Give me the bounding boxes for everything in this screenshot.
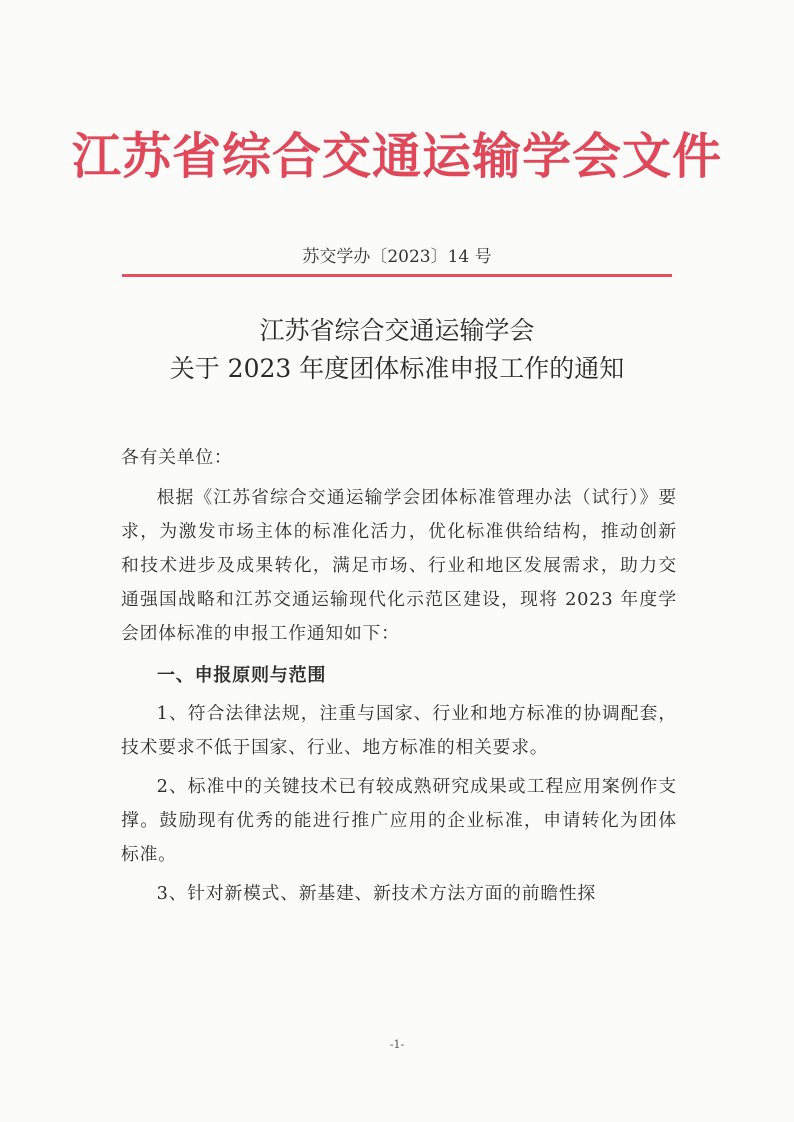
list-item: 2、标准中的关键技术已有较成熟研究成果或工程应用案例作支撑。鼓励现有优秀的能进行推广应用的企业标准，申请转化为团体标准。 xyxy=(121,776,677,865)
document-number: 苏交学办〔2023〕14 号 xyxy=(302,247,492,267)
notice-body xyxy=(121,441,677,916)
notice-title-line-2: 关于 2023 年度团体标准申报工作的通知 xyxy=(169,354,625,383)
section-heading-1: 一、申报原则与范围 xyxy=(157,665,327,686)
intro-paragraph: 根据《江苏省综合交通运输学会团体标准管理办法（试行）》要求，为激发市场主体的标准化活力，优化标准供给结构，推动创新和技术进步及成果转化，满足市场、行业和地区发展需求，助力交通强国战略和江苏交通运输现代化示范区建设，现将 2023 年度学会团体标准的申报工作通知如下： xyxy=(121,487,677,644)
salutation: 各有关单位： xyxy=(121,447,233,468)
notice-title-line-1: 江苏省综合交通运输学会 xyxy=(259,316,535,345)
list-item: 3、针对新模式、新基建、新技术方法方面的前瞻性探 xyxy=(156,883,597,904)
red-separator-line xyxy=(122,274,672,277)
page-number: -1- xyxy=(389,1038,405,1051)
notice-title xyxy=(0,312,794,388)
list-item: 1、符合法律法规，注重与国家、行业和地方标准的协调配套，技术要求不低于国家、行业、地方标准的相关要求。 xyxy=(121,703,677,758)
org-document-header: 江苏省综合交通运输学会文件 xyxy=(71,127,722,185)
